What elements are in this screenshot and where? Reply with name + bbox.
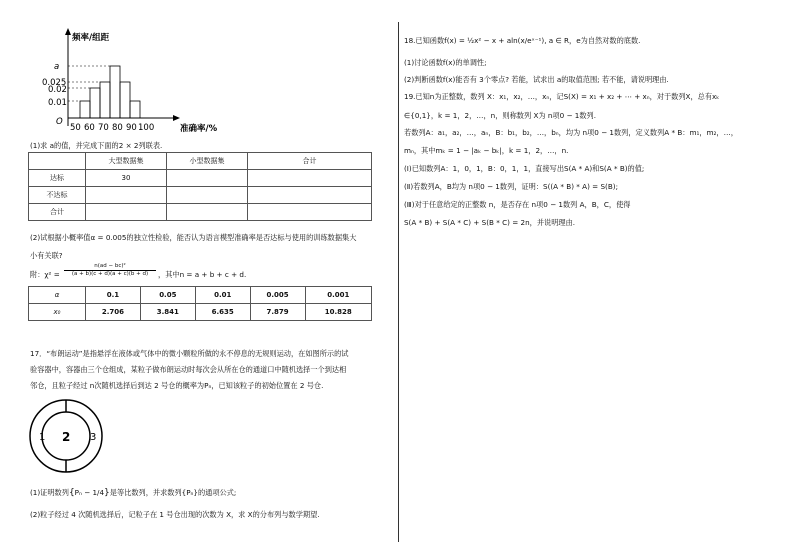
q18-part1: (1)讨论函数f(x)的单调性; — [404, 58, 487, 67]
table-cell: 10.828 — [305, 304, 371, 321]
critical-value-table — [28, 286, 372, 321]
q19-part3-line1: (Ⅲ)对于任意给定的正整数 n，是否存在 n项0 − 1数列 A，B，C，使得 — [404, 200, 631, 209]
table-cell: α — [29, 287, 86, 304]
q17-part2: (2)粒子经过 4 次随机选择后，记粒子在 1 号仓出现的次数为 X，求 X的分布列与数学期望. — [30, 510, 320, 519]
x-tick-100: 100 — [138, 123, 155, 133]
q18-part2: (2)判断函数f(x)能否有 3个零点? 若能，试求出 a的取值范围; 若不能，请说明理由. — [404, 75, 669, 84]
table-row — [29, 287, 372, 304]
formula-suffix: ，其中n = a + b + c + d. — [158, 270, 247, 279]
chamber-label-2: 2 — [62, 430, 71, 444]
gap-left — [32, 434, 36, 438]
bar-80-90 — [100, 82, 110, 118]
y-tick-001: 0.01 — [48, 98, 67, 108]
table-cell: 合计 — [248, 153, 372, 170]
table-cell — [86, 204, 167, 221]
formula-fraction — [64, 263, 156, 278]
table-cell — [167, 204, 248, 221]
formula-prefix: 附：χ² = — [30, 270, 60, 279]
q17-part1-expr: Pₙ − 1/4 — [74, 488, 105, 497]
table-cell: 0.005 — [250, 287, 305, 304]
x-tick-50: 50 — [70, 123, 81, 133]
x-axis-arrow — [173, 115, 180, 121]
table-cell: 达标 — [29, 170, 86, 187]
bar-70-80 — [90, 88, 100, 118]
q17-line2: 验容器中，容器由三个仓组成，某粒子做布朗运动时每次会从所在仓的通道口中随机选择一个到达相 — [30, 365, 347, 374]
table-cell: 合计 — [29, 204, 86, 221]
y-tick-002: 0.02 — [48, 85, 67, 95]
q19-line2: ∈{0,1}，k = 1，2，…，n，则称数列 X为 n项0 − 1数列. — [404, 111, 596, 120]
y-axis-label: 频率/组距 — [72, 33, 110, 43]
q17-part1-suffix: 是等比数列，并求数列{Pₙ}的通项公式; — [109, 488, 237, 497]
q17-part1-prefix: (1)证明数列 — [30, 488, 69, 497]
formula-denominator: (a + b)(c + d)(a + c)(b + d) — [71, 271, 149, 277]
table-cell: 不达标 — [29, 187, 86, 204]
table-row — [29, 153, 372, 170]
bar-110-120 — [130, 101, 140, 118]
gap-right — [96, 434, 100, 438]
q17-line3: 邻仓，且粒子经过 n次随机选择后到达 2 号仓的概率为Pₙ，已知该粒子的初始位置在 2 号仓. — [30, 381, 324, 390]
x-tick-80: 80 — [112, 123, 123, 133]
table-cell — [248, 204, 372, 221]
q19-part1: (Ⅰ)已知数列A：1，0，1，B：0，1，1，直接写出S(A * A)和S(A * B)的值; — [404, 164, 645, 173]
origin-label: O — [56, 117, 63, 127]
y-tick-a: a — [54, 62, 60, 72]
q19-line4: mₙ，其中mₖ = 1 − |aₖ − bₖ|，k = 1，2，…，n. — [404, 146, 569, 155]
table-cell — [248, 170, 372, 187]
container-diagram — [28, 398, 108, 478]
brace-left: { — [68, 488, 75, 498]
table-row — [29, 170, 372, 187]
table-cell: 大型数据集 — [86, 153, 167, 170]
x-tick-70: 70 — [98, 123, 109, 133]
q19-part2: (Ⅱ)若数列A，B均为 n项0 − 1数列，证明：S((A * B) * A) = S(B); — [404, 182, 618, 191]
table-cell: 0.05 — [140, 287, 195, 304]
bar-90-100 — [110, 66, 120, 118]
table-row — [29, 187, 372, 204]
column-divider — [398, 22, 399, 542]
table-cell: 小型数据集 — [167, 153, 248, 170]
q19-line3: 若数列A：a₁，a₂，…，aₙ，B：b₁，b₂，…，bₙ，均为 n项0 − 1数列，定义数列A * B：m₁，m₂，…， — [404, 128, 738, 137]
x-tick-90: 90 — [126, 123, 137, 133]
q16-part1-text: (1)求 a的值，并完成下面的2 × 2列联表. — [30, 141, 163, 150]
table-cell: 30 — [86, 170, 167, 187]
contingency-table — [28, 152, 372, 221]
chamber-label-3: 3 — [90, 432, 97, 443]
bar-100-110 — [120, 82, 130, 118]
table-cell: x₀ — [29, 304, 86, 321]
chamber-label-1: 1 — [39, 432, 46, 443]
brace-right: } — [104, 488, 110, 498]
table-row — [29, 304, 372, 321]
q16-part2-line1: (2)试根据小概率值α = 0.005的独立性检验，能否认为语言模型准确率是否达标与使用的训练数据集大 — [30, 233, 357, 242]
y-axis-arrow — [65, 28, 71, 35]
x-axis-label: 准确率/% — [180, 124, 218, 134]
x-tick-60: 60 — [84, 123, 95, 133]
q17-part1 — [30, 488, 236, 498]
formula-numerator: n(ad − bc)² — [64, 263, 156, 271]
table-cell — [167, 187, 248, 204]
table-cell — [248, 187, 372, 204]
q18-stem: 18.已知函数f(x) = ½x² − x + aln(x/eˣ⁻¹), a ∈ R，e为自然对数的底数. — [404, 36, 641, 45]
table-cell: 7.879 — [250, 304, 305, 321]
table-cell: 6.635 — [195, 304, 250, 321]
histogram-chart — [28, 26, 228, 138]
table-cell — [167, 170, 248, 187]
q17-line1: 17．“布朗运动”是指悬浮在液体或气体中的微小颗粒所做的永不停息的无规则运动，在如图所示的试 — [30, 349, 349, 358]
table-cell: 0.1 — [86, 287, 141, 304]
table-cell: 0.01 — [195, 287, 250, 304]
y-tick-0025: 0.025 — [42, 78, 67, 88]
table-row — [29, 204, 372, 221]
table-cell — [29, 153, 86, 170]
q16-part2-line2: 小有关联? — [30, 251, 63, 260]
table-cell: 2.706 — [86, 304, 141, 321]
q19-line1: 19.已知n为正整数，数列 X：x₁，x₂，…，xₙ，记S(X) = x₁ + x₂ + ⋯ + xₙ，对于数列X，总有xₖ — [404, 92, 720, 101]
table-cell: 0.001 — [305, 287, 371, 304]
bar-60-70 — [80, 101, 90, 118]
table-cell — [86, 187, 167, 204]
q19-part3-line2: S(A * B) + S(A * C) + S(B * C) = 2n，并说明理由. — [404, 218, 576, 227]
table-cell: 3.841 — [140, 304, 195, 321]
